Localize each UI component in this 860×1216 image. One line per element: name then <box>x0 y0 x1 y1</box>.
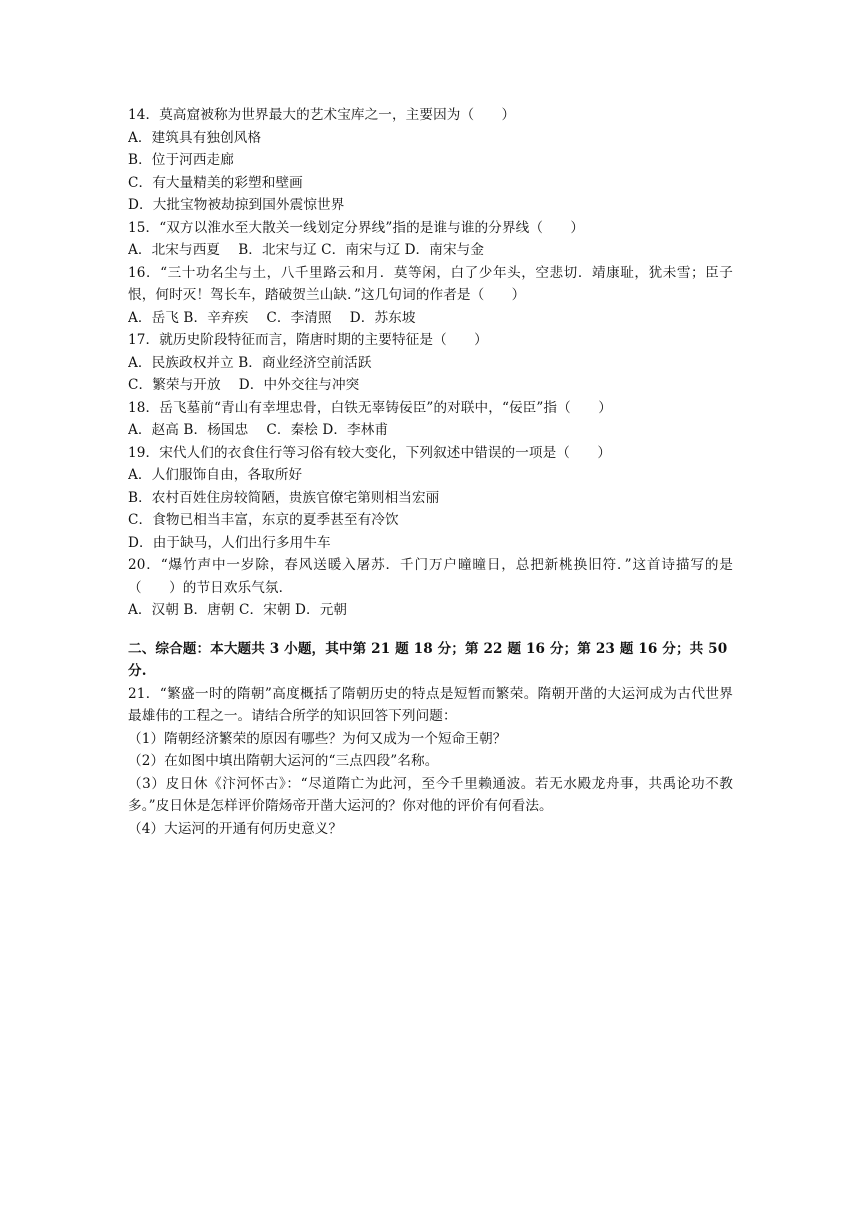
question-14-option-a: A．建筑具有独创风格 <box>128 129 262 146</box>
question-21-part-4: （4）大运河的开通有何历史意义？ <box>128 820 343 837</box>
question-20-stem: 20．“爆竹声中一岁除，春风送暖入屠苏．千门万户曈曈日，总把新桃换旧符．”这首诗描写的是（ ）的节日欢乐气氛． <box>128 557 733 596</box>
question-14-option-d: D．大批宝物被劫掠到国外震惊世界 <box>128 197 345 213</box>
exam-content <box>128 104 733 840</box>
question-21-part-2: （2）在如图中填出隋朝大运河的“三点四段”名称。 <box>128 753 439 769</box>
question-14-stem: 14．莫高窟被称为世界最大的艺术宝库之一，主要因为（ ） <box>128 107 516 123</box>
question-19-option-d: D．由于缺马，人们出行多用牛车 <box>128 534 331 551</box>
question-21-part-1: （1）隋朝经济繁荣的原因有哪些？为何又成为一个短命王朝？ <box>128 730 507 747</box>
question-16-options: A．岳飞 B．辛弃疾 C．李清照 D．苏东坡 <box>128 309 416 326</box>
question-14-option-b: B．位于河西走廊 <box>128 152 234 168</box>
question-18-options: A．赵高 B．杨国忠 C．秦桧 D．李林甫 <box>128 422 389 438</box>
question-17-options-line-1: A．民族政权并立 B．商业经济空前活跃 <box>128 354 372 371</box>
section-spacer <box>128 622 733 638</box>
question-21-stem: 21．“繁盛一时的隋朝”高度概括了隋朝历史的特点是短暂而繁荣。隋朝开凿的大运河成为古代世界最雄伟的工程之一。请结合所学的知识回答下列问题： <box>128 685 733 724</box>
question-19-option-a: A．人们服饰自由，各取所好 <box>128 467 303 483</box>
section-2-heading: 二、综合题：本大题共 3 小题，其中第 21 题 18 分；第 22 题 16 分；第 23 题 16 分；共 50 分. <box>128 640 728 679</box>
question-19-option-c: C．食物已相当丰富，东京的夏季甚至有冷饮 <box>128 512 399 528</box>
question-16-stem: 16．“三十功名尘与土，八千里路云和月．莫等闲，白了少年头，空悲切．靖康耻，犹未雪；臣子恨，何时灭！驾长车，踏破贺兰山缺．”这几句词的作者是（ ） <box>128 264 733 303</box>
question-15-options: A．北宋与西夏 B．北宋与辽 C．南宋与辽 D．南宋与金 <box>128 242 485 258</box>
question-20-options: A．汉朝 B．唐朝 C．宋朝 D．元朝 <box>128 602 348 618</box>
question-15-stem: 15．“双方以淮水至大散关一线划定分界线”指的是谁与谁的分界线（ ） <box>128 219 585 236</box>
question-17-options-line-2: C．繁荣与开放 D．中外交往与冲突 <box>128 377 360 393</box>
question-14-option-c: C．有大量精美的彩塑和壁画 <box>128 174 303 191</box>
question-19-option-b: B．农村百姓住房较简陋，贵族官僚宅第则相当宏丽 <box>128 489 440 506</box>
question-17-stem: 17．就历史阶段特征而言，隋唐时期的主要特征是（ ） <box>128 332 488 348</box>
question-18-stem: 18．岳飞墓前“青山有幸埋忠骨，白铁无辜铸佞臣”的对联中，“佞臣”指（ ） <box>128 399 612 416</box>
question-21-part-3: （3）皮日休《汴河怀古》：“尽道隋亡为此河，至今千里赖通波。若无水殿龙舟事，共禹论功不教多。”皮日休是怎样评价隋炀帝开凿大运河的？你对他的评价有何看法。 <box>128 775 733 814</box>
question-19-stem: 19．宋代人们的衣食住行等习俗有较大变化，下列叙述中错误的一项是（ ） <box>128 444 612 461</box>
